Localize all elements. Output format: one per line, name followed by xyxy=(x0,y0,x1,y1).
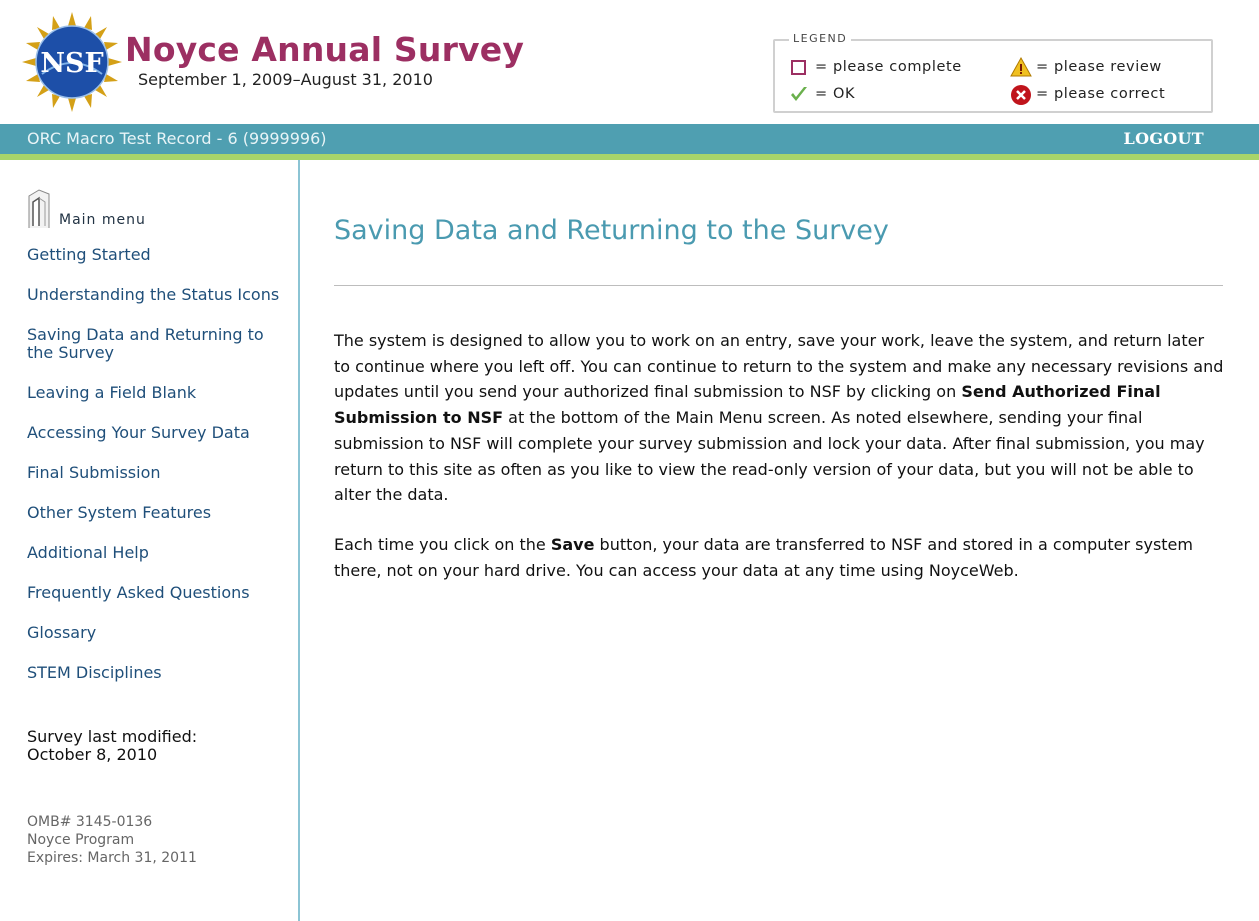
legend-item-ok xyxy=(789,84,855,104)
legend-label: = please complete xyxy=(815,59,962,75)
sidebar-item-glossary[interactable]: Glossary xyxy=(27,623,97,642)
survey-period: September 1, 2009–August 31, 2010 xyxy=(138,70,433,89)
legend-item-correct xyxy=(1010,84,1165,104)
sidebar-item-stem[interactable]: STEM Disciplines xyxy=(27,663,162,682)
omb-number: OMB# 3145-0136 xyxy=(27,814,153,830)
sidebar-item-saving-data[interactable]: Saving Data and Returning to the Survey xyxy=(27,325,264,362)
page-title: Saving Data and Returning to the Survey xyxy=(334,215,889,246)
sidebar-item-status-icons[interactable]: Understanding the Status Icons xyxy=(27,285,280,304)
legend-label: = please correct xyxy=(1036,86,1166,102)
paragraph-saving: The system is designed to allow you to work on an entry, save your work, leave the system, and return later to continue where you left off. You can continue to return to the system and make any necessary revisions and updates until you send your authorized final submission to NSF by clicking on Send Authorized Final Submission to NSF at the bottom of the Main Menu screen. As noted elsewhere, sending your final submission to NSF will complete your survey submission and lock your data. After final submission, you may return to this site as often as you like to view the read-only version of your data, but you will not be able to alter the data. xyxy=(334,331,1224,505)
app-title: Noyce Annual Survey xyxy=(125,30,525,69)
page-header xyxy=(0,0,1259,124)
sidebar-item-accessing-data[interactable]: Accessing Your Survey Data xyxy=(27,423,250,442)
record-label: ORC Macro Test Record - 6 (9999996) xyxy=(27,129,327,148)
sidebar-item-final-submission[interactable]: Final Submission xyxy=(27,463,161,482)
legend-title: LEGEND xyxy=(789,32,851,45)
main-menu-link[interactable] xyxy=(27,188,146,234)
legend-item-complete xyxy=(789,57,962,77)
square-outline-icon xyxy=(789,57,809,77)
last-modified xyxy=(27,728,197,764)
logout-button[interactable]: LOGOUT xyxy=(1123,129,1204,148)
warning-triangle-icon xyxy=(1010,57,1030,77)
expiration-date: Expires: March 31, 2011 xyxy=(27,850,197,866)
svg-text:NSF: NSF xyxy=(40,48,104,79)
sidebar xyxy=(0,160,300,921)
sidebar-item-faq[interactable]: Frequently Asked Questions xyxy=(27,583,250,602)
sidebar-item-additional-help[interactable]: Additional Help xyxy=(27,543,149,562)
sidebar-item-other-features[interactable]: Other System Features xyxy=(27,503,212,522)
nsf-logo xyxy=(22,12,122,112)
paragraph-save-button: Each time you click on the Save button, your data are transferred to NSF and stored in a computer system there, not on your hard drive. You can access your data at any time using NoyceWeb. xyxy=(334,535,1193,580)
legend-item-review xyxy=(1010,57,1162,77)
help-nav xyxy=(27,246,287,704)
legend-label: = please review xyxy=(1036,59,1162,75)
record-bar xyxy=(0,124,1259,160)
omb-info xyxy=(27,813,197,867)
legend-label: = OK xyxy=(815,86,856,102)
sidebar-item-leaving-blank[interactable]: Leaving a Field Blank xyxy=(27,383,197,402)
sidebar-item-getting-started[interactable]: Getting Started xyxy=(27,245,151,264)
program-name: Noyce Program xyxy=(27,832,135,848)
main-menu-icon xyxy=(27,188,51,234)
status-legend xyxy=(773,32,1213,113)
main-menu-label: Main menu xyxy=(59,212,146,228)
title-divider xyxy=(334,285,1223,286)
checkmark-icon xyxy=(789,84,809,104)
error-x-icon xyxy=(1010,84,1030,104)
last-modified-date: October 8, 2010 xyxy=(27,745,158,764)
last-modified-label: Survey last modified: xyxy=(27,727,198,746)
